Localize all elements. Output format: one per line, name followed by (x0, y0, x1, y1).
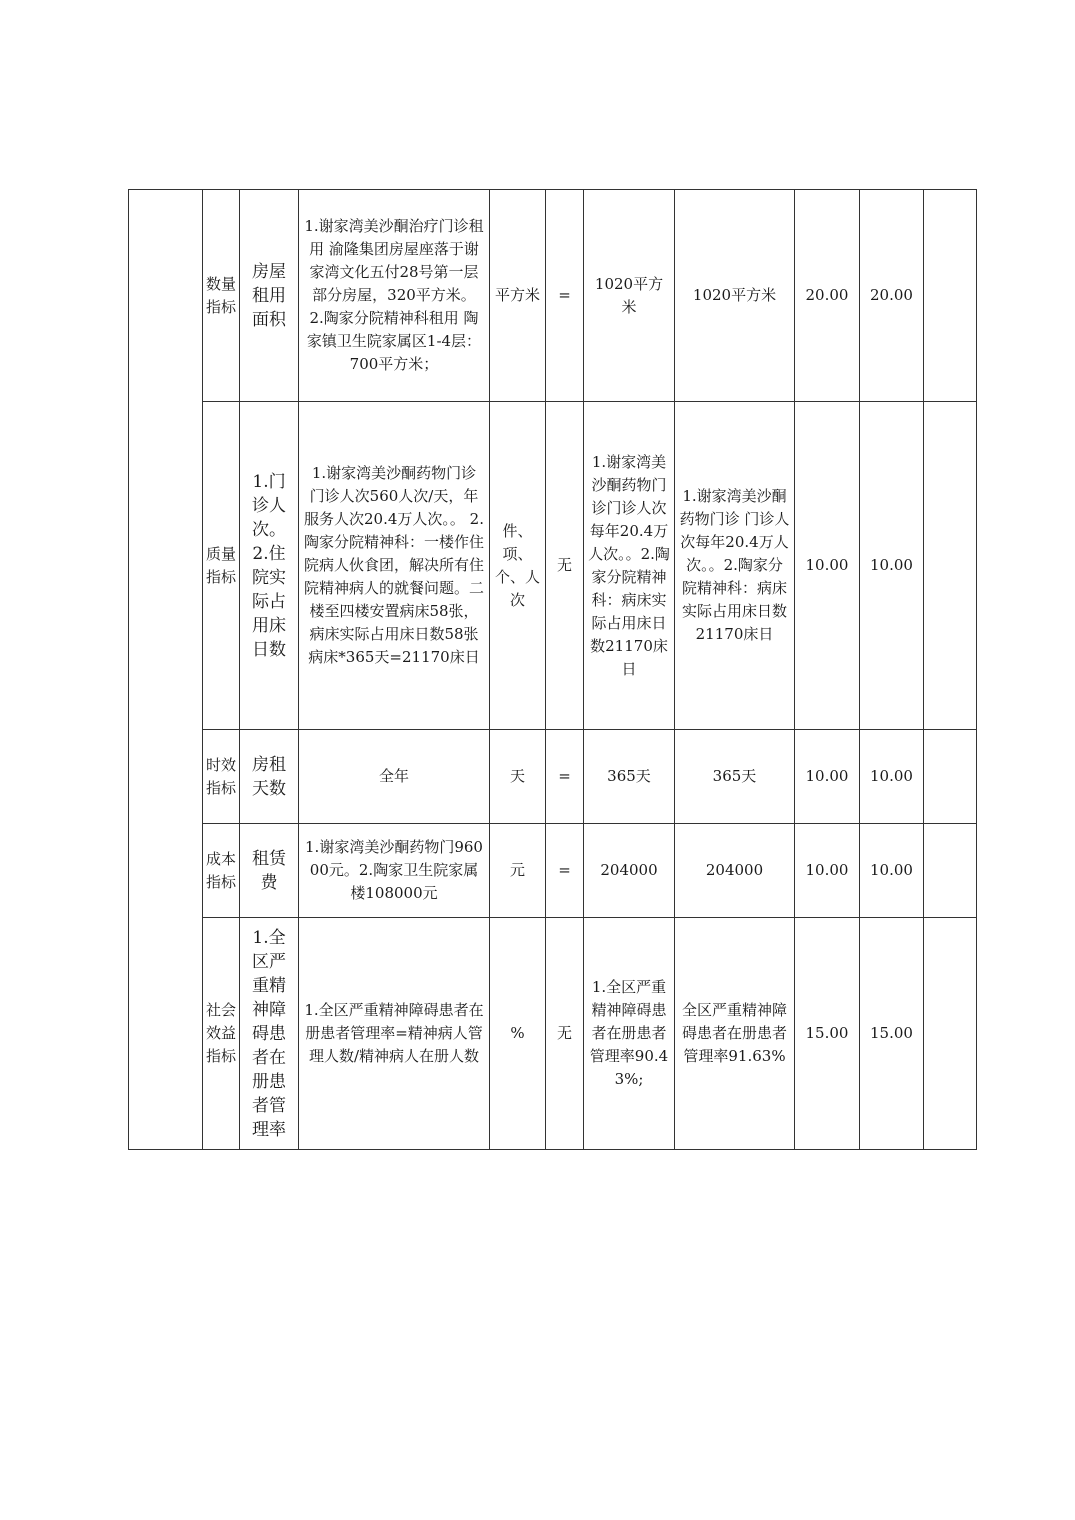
operator-cell: = (546, 190, 584, 402)
content-cell: 1.谢家湾美沙酮药物门诊 门诊人次560人次/天，年服务人次20.4万人次。。 2.陶家分院精神科：一楼作住院病人伙食团，解决所有住院精神病人的就餐问题。二楼至四楼安置病床58张，病床实际占用床日数58张病床*365天=21170床日 (299, 402, 490, 730)
table-row (129, 918, 977, 1150)
target-cell: 1020平方米 (584, 190, 675, 402)
indicator-cell: 租赁费 (240, 824, 299, 918)
indicator-cell: 房租天数 (240, 730, 299, 824)
note-cell (924, 190, 977, 402)
indicator-cell: 房屋租用面积 (240, 190, 299, 402)
performance-indicator-table (128, 189, 977, 1150)
weight-cell: 10.00 (795, 824, 860, 918)
content-cell: 1.谢家湾美沙酮药物门96000元。2.陶家卫生院家属楼108000元 (299, 824, 490, 918)
score-cell: 15.00 (860, 918, 924, 1150)
weight-cell: 20.00 (795, 190, 860, 402)
operator-cell: 无 (546, 402, 584, 730)
actual-cell: 1020平方米 (675, 190, 795, 402)
category-cell: 时效指标 (203, 730, 240, 824)
unit-cell: 天 (490, 730, 546, 824)
table-row (129, 402, 977, 730)
unit-cell: 件、项、个、人次 (490, 402, 546, 730)
score-cell: 10.00 (860, 824, 924, 918)
category-cell: 社会效益指标 (203, 918, 240, 1150)
score-cell: 10.00 (860, 402, 924, 730)
unit-cell: 平方米 (490, 190, 546, 402)
score-cell: 10.00 (860, 730, 924, 824)
category-cell: 成本指标 (203, 824, 240, 918)
actual-cell: 全区严重精神障碍患者在册患者管理率91.63% (675, 918, 795, 1150)
content-cell: 1.谢家湾美沙酮治疗门诊租用 渝隆集团房屋座落于谢家湾文化五付28号第一层部分房屋，320平方米。 2.陶家分院精神科租用 陶家镇卫生院家属区1-4层：700平方米； (299, 190, 490, 402)
note-cell (924, 730, 977, 824)
note-cell (924, 824, 977, 918)
content-cell: 全年 (299, 730, 490, 824)
content-cell: 1.全区严重精神障碍患者在册患者管理率=精神病人管理人数/精神病人在册人数 (299, 918, 490, 1150)
weight-cell: 10.00 (795, 402, 860, 730)
operator-cell: = (546, 730, 584, 824)
score-cell: 20.00 (860, 190, 924, 402)
target-cell: 1.全区严重精神障碍患者在册患者管理率90.43%; (584, 918, 675, 1150)
category-cell: 质量指标 (203, 402, 240, 730)
note-cell (924, 918, 977, 1150)
table-row (129, 730, 977, 824)
unit-cell: 元 (490, 824, 546, 918)
actual-cell: 1.谢家湾美沙酮药物门诊 门诊人次每年20.4万人次。。2.陶家分院精神科：病床实际占用床日数21170床日 (675, 402, 795, 730)
target-cell: 365天 (584, 730, 675, 824)
weight-cell: 15.00 (795, 918, 860, 1150)
target-cell: 204000 (584, 824, 675, 918)
target-cell: 1.谢家湾美沙酮药物门诊门诊人次每年20.4万人次。。2.陶家分院精神科：病床实际占用床日数21170床日 (584, 402, 675, 730)
note-cell (924, 402, 977, 730)
actual-cell: 365天 (675, 730, 795, 824)
indicator-cell: 1.门诊人次。2.住院实际占用床日数 (240, 402, 299, 730)
group-cell (129, 190, 203, 1150)
weight-cell: 10.00 (795, 730, 860, 824)
indicator-cell: 1.全区严重精神障碍患者在册患者管理率 (240, 918, 299, 1150)
operator-cell: = (546, 824, 584, 918)
unit-cell: % (490, 918, 546, 1150)
category-cell: 数量指标 (203, 190, 240, 402)
table-row (129, 190, 977, 402)
operator-cell: 无 (546, 918, 584, 1150)
table-row (129, 824, 977, 918)
actual-cell: 204000 (675, 824, 795, 918)
